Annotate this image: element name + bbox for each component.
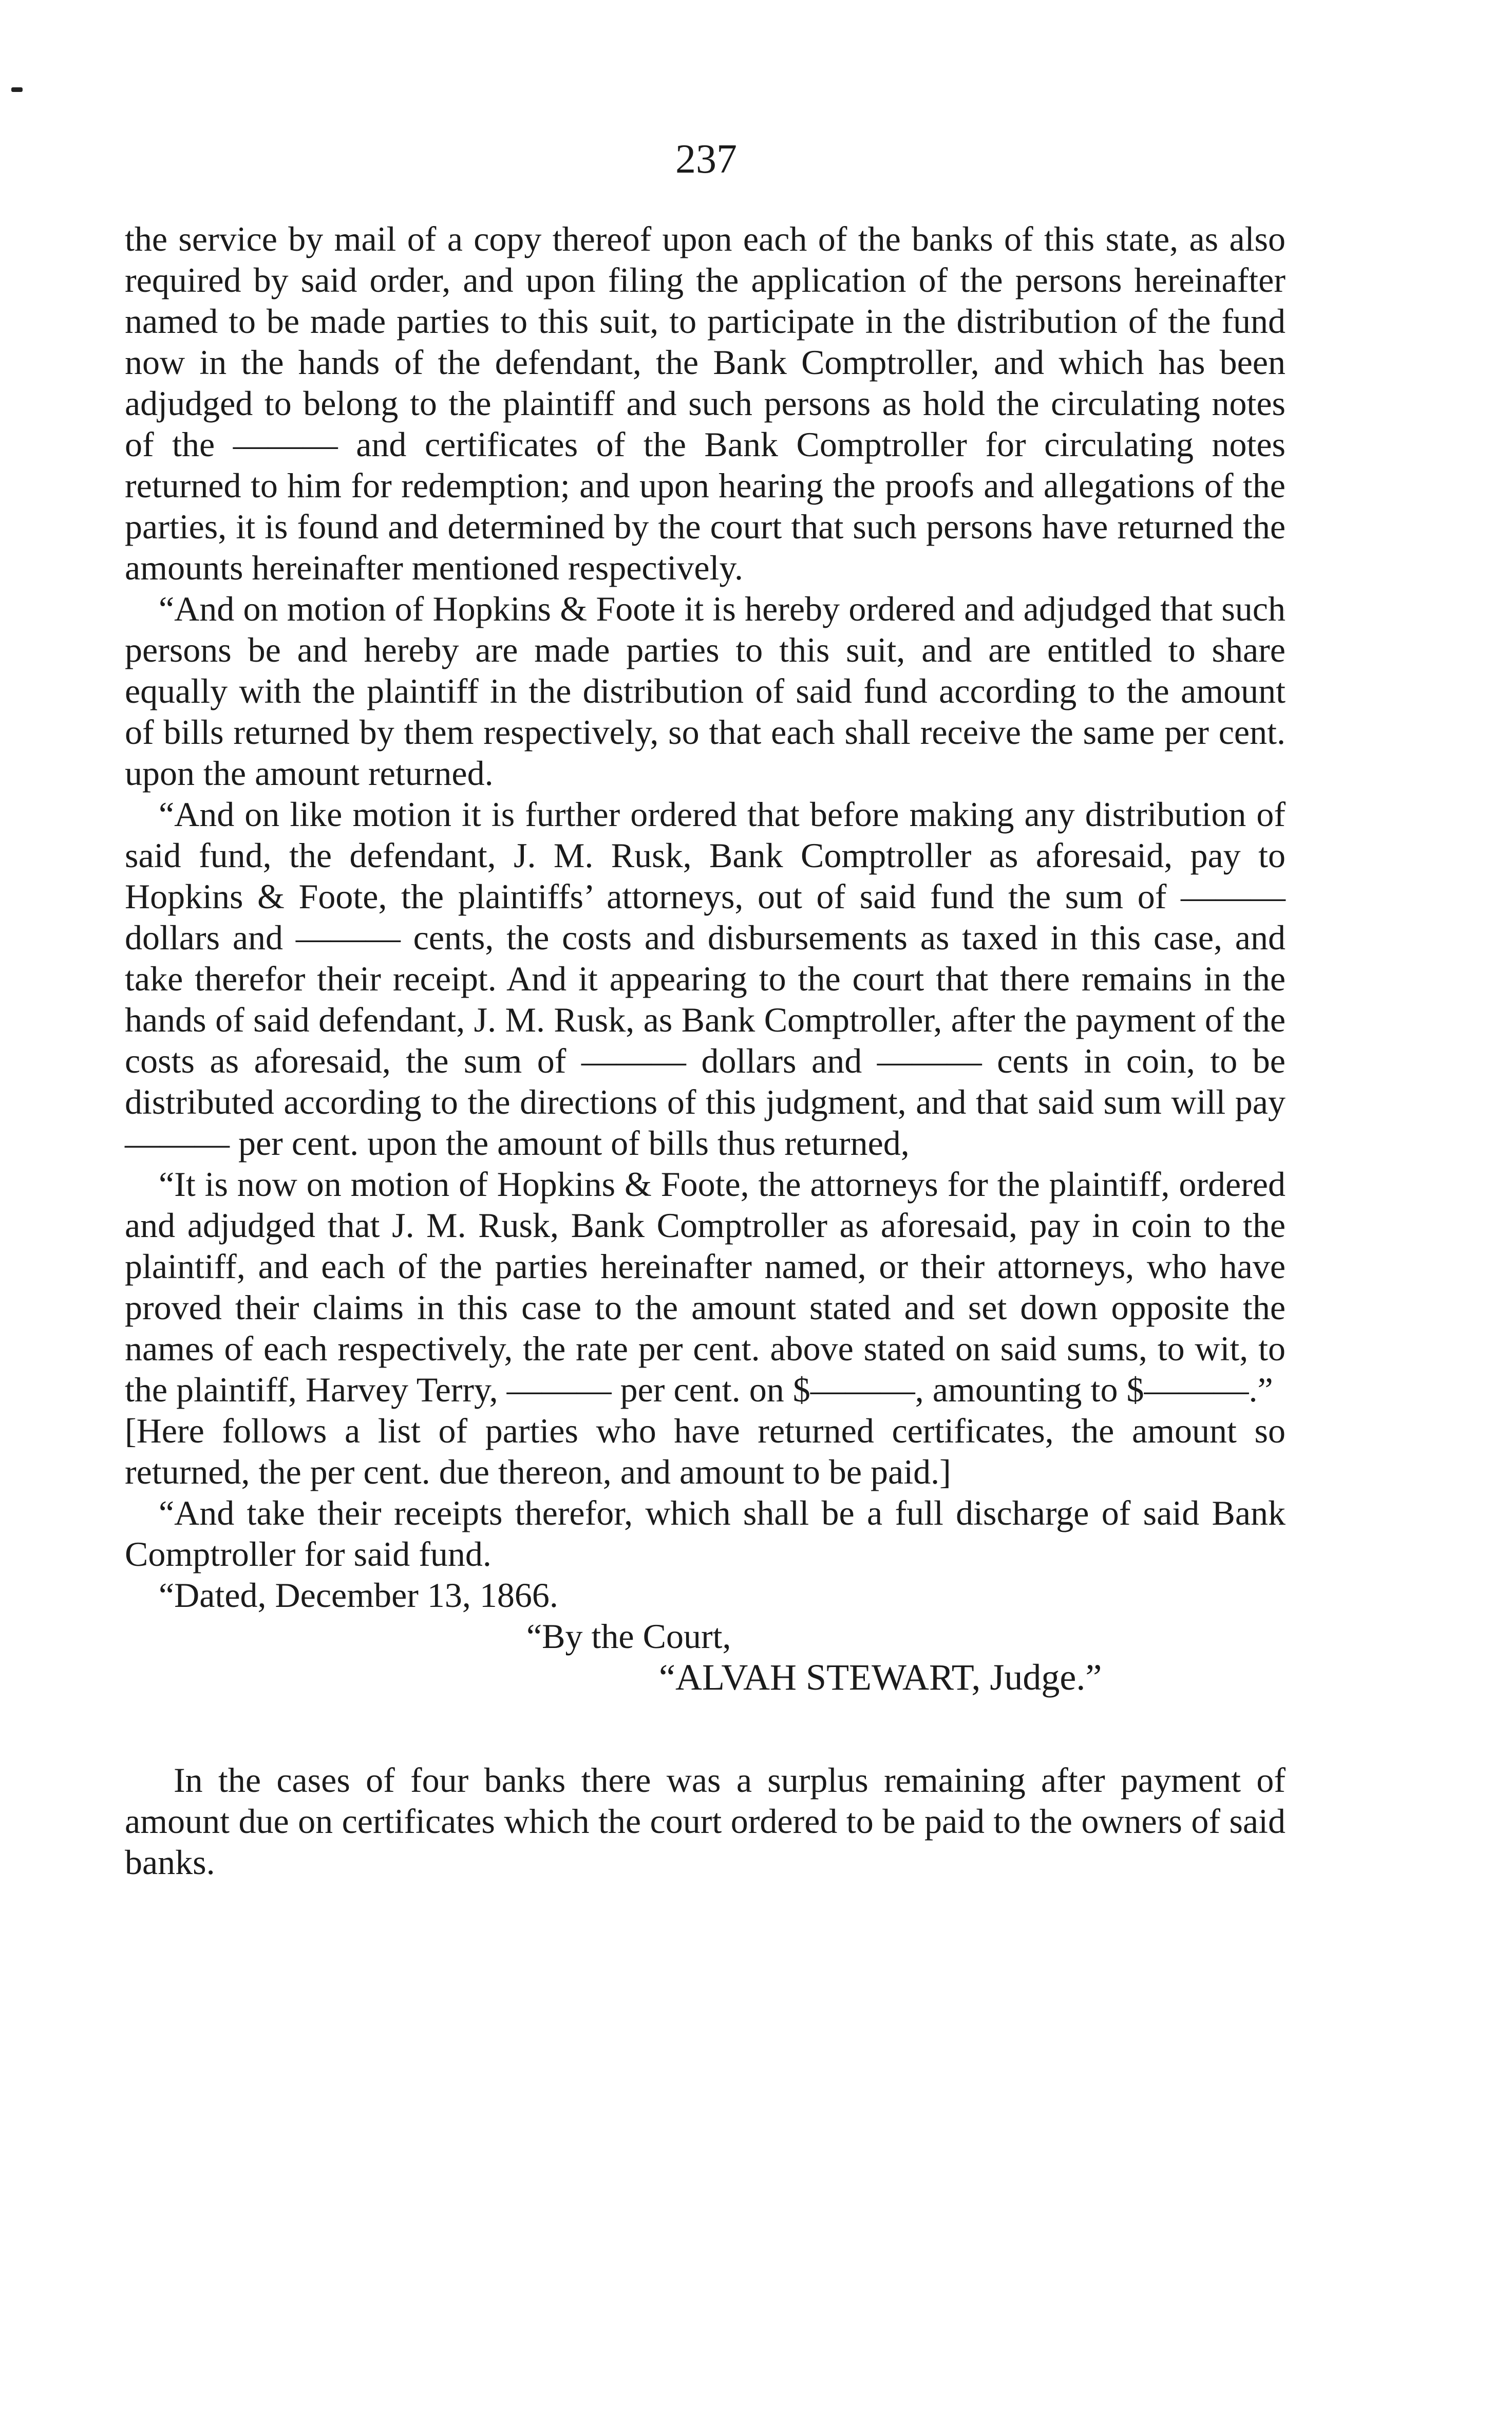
margin-mark [11, 87, 23, 92]
paragraph-costs-order: “And on like motion it is further ordered that before making any distribution of said fund, the defendant, J. M. Rusk, Bank Comptroller as aforesaid, pay to Hopkins & Foote, the plaintiffs’ attorneys, out of said fund the sum of ——— dollars and ——— cents, the costs and disbursements as taxed in this case, and take therefor their receipt. And it appearing to the court that there remains in the hands of said defendant, J. M. Rusk, as Bank Comptroller, after the payment of the costs as aforesaid, the sum of ——— dollars and ——— cents in coin, to be distributed according to the directions of this judgment, and that said sum will pay ——— per cent. upon the amount of bills thus returned, [125, 795, 1286, 1163]
page-number: 237 [675, 137, 737, 182]
paragraph-payment-order: “It is now on motion of Hopkins & Foote, the attorneys for the plaintiff, ordered and adjudged that J. M. Rusk, Bank Comptroller as aforesaid, pay in coin to the plaintiff, and each of the parties hereinafter named, or their attorneys, who have proved their claims in this case to the amount stated and set down opposite the names of each respectively, the rate per cent. above stated on said sums, to wit, to the plaintiff, Harvey Terry, ——— per cent. on $———, amounting to $———.” [125, 1165, 1286, 1409]
paragraph-continuation: the service by mail of a copy thereof upon each of the banks of this state, as also required by said order, and upon filing the application of the persons hereinafter named to be made parties to this suit, to participate in the distribution of the fund now in the hands of the defendant, the Bank Comptroller, and which has been adjudged to belong to the plaintiff and such persons as hold the circulating notes of the ——— and certificates of the Bank Comptroller for circulating notes returned to him for redemption; and upon hearing the proofs and allegations of the parties, it is found and determined by the court that such persons have returned the amounts hereinafter mentioned respectively. [125, 219, 1286, 587]
paragraph-list-note: [Here follows a list of parties who have returned certificates, the amount so returned, the per cent. due thereon, and amount to be paid.] [125, 1411, 1286, 1491]
judge-signature: “ALVAH STEWART, Judge.” [659, 1657, 1102, 1698]
document-body [125, 218, 1286, 1883]
paragraph-receipts: “And take their receipts therefor, which shall be a full discharge of said Bank Comptroller for said fund. [125, 1493, 1286, 1574]
dated-line: “Dated, December 13, 1866. [159, 1576, 558, 1615]
paragraph-parties-order: “And on motion of Hopkins & Foote it is hereby ordered and adjudged that such persons be and hereby are made parties to this suit, and are entitled to share equally with the plaintiff in the distribution of said fund according to the amount of bills returned by them respectively, so that each shall receive the same per cent. upon the amount returned. [125, 589, 1286, 793]
by-the-court-line: “By the Court, [526, 1617, 731, 1656]
paragraph-surplus: In the cases of four banks there was a surplus remaining after payment of amount due on certificates which the court ordered to be paid to the owners of said banks. [125, 1760, 1286, 1882]
